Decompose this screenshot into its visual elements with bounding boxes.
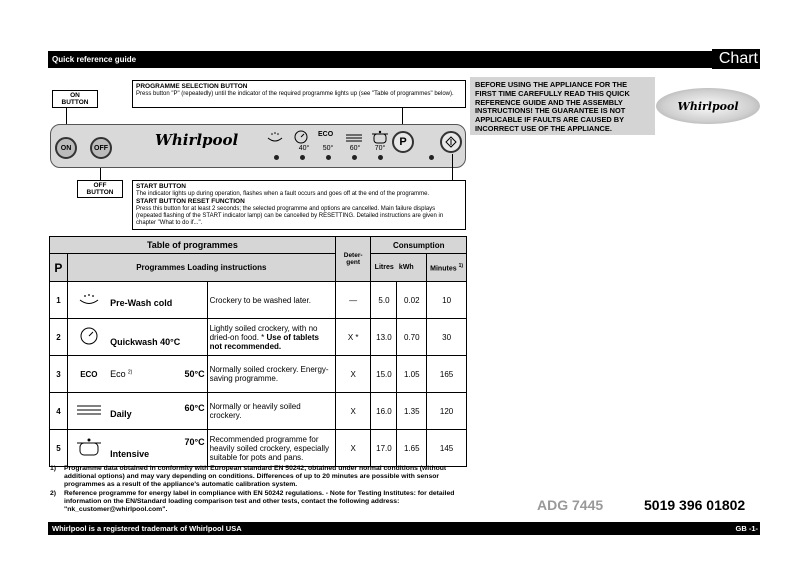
programmes-header: Programmes Loading instructions <box>67 254 335 282</box>
chart-label: Chart <box>712 49 760 69</box>
table-row <box>50 282 467 319</box>
start-icon <box>445 136 457 148</box>
warning-box: BEFORE USING THE APPLIANCE FOR THE FIRST TIME CAREFULLY READ THIS QUICK REFERENCE GUIDE AND THE ASSEMBLY INSTRUCTIONS! THE GUARANTEE IS NOT APPLICABLE IF FAULTS ARE CAUSED BY INCORRECT USE OF THE APPLIANCE. <box>470 77 655 135</box>
logo-text: Whirlpool <box>677 99 739 113</box>
litres-value: 5.0 <box>371 282 397 319</box>
start-reset-title: START BUTTON RESET FUNCTION <box>136 198 245 205</box>
intensive-icon <box>371 129 389 144</box>
loading-instructions <box>207 430 335 467</box>
programme-cell <box>67 393 207 430</box>
programme-name: Daily <box>110 409 132 419</box>
quickwash-icon <box>70 327 108 347</box>
on-button-callout: ON BUTTON <box>52 90 98 108</box>
programme-button-title: PROGRAMME SELECTION BUTTON <box>136 83 248 90</box>
programme-name: Quickwash 40°C <box>110 337 181 347</box>
programme-button[interactable]: P <box>392 131 414 153</box>
loading-instructions <box>207 319 335 356</box>
minutes-value: 10 <box>427 282 467 319</box>
header-title: Quick reference guide <box>52 55 137 64</box>
start-reset-text: Press this button for at least 2 seconds; the selected programme and options are cancelled. Main failure displays (repeated flashing of the START indicator lamp) can be cancelled by RESETTING. Detailed instructions are given in chapter "What to do if...". <box>136 206 444 226</box>
detergent-value: X <box>335 430 371 467</box>
kwh-value: 1.35 <box>397 393 427 430</box>
prewash-icon <box>70 292 108 308</box>
loading-instructions <box>207 356 335 393</box>
footnote-mark: 1) <box>50 465 57 472</box>
programme-number: 4 <box>50 393 68 430</box>
programme-button-callout <box>132 80 466 108</box>
start-button-title: START BUTTON <box>136 183 186 190</box>
footnote-text: Programme data obtained in conformity with European standard EN 50242, obtained under normal conditions (without additional options) and may vary depending on conditions. Differences of up to 20 minutes are possible with sensor programmes as a result of the appliance's automatic calibration system. <box>64 465 447 489</box>
quickwash-icon <box>293 130 309 144</box>
off-button[interactable]: OFF <box>90 137 112 159</box>
instruction-text: Normally or heavily soiled crockery. <box>209 402 301 420</box>
detergent-value: — <box>335 282 371 319</box>
minutes-value: 165 <box>427 356 467 393</box>
footnote <box>50 490 470 515</box>
minutes-value: 145 <box>427 430 467 467</box>
temp-label: 70° <box>374 145 386 152</box>
eco-icon: ECO <box>80 370 98 379</box>
temp-label: 60° <box>349 145 361 152</box>
programme-button-text: Press button "P" (repeatedly) until the indicator of the required programme lights up (see "Table of programmes" below). <box>136 91 454 97</box>
panel-brand-logo: Whirlpool <box>155 131 239 149</box>
page-number: GB -1- <box>735 524 758 533</box>
footnote-mark: 2) <box>50 489 57 497</box>
eco-icon: ECO <box>318 131 334 138</box>
table-row <box>50 430 467 467</box>
programme-temp: 70°C <box>184 437 205 447</box>
product-code: 5019 396 01802 <box>644 497 746 513</box>
kwh-value: 0.70 <box>397 319 427 356</box>
start-button[interactable] <box>440 131 462 153</box>
programme-temp: 60°C <box>184 403 205 413</box>
start-button-text: The indicator lights up during operation, flashes when a fault occurs and goes off at the end of the programme. <box>136 191 430 197</box>
callout-line <box>452 154 453 180</box>
litres-header: Litres <box>371 254 397 282</box>
start-button-callout <box>132 180 466 230</box>
detergent-header: Deter- gent <box>335 237 371 282</box>
minutes-label: Minutes <box>430 265 457 273</box>
prewash-icon <box>266 130 284 144</box>
programme-number: 1 <box>50 282 68 319</box>
minutes-value: 30 <box>427 319 467 356</box>
instruction-text: Crockery to be washed later. <box>209 295 311 305</box>
programme-number: 2 <box>50 319 68 356</box>
consumption-header: Consumption <box>371 237 467 254</box>
programme-temp: 50°C <box>184 369 205 379</box>
footer-bar <box>48 522 760 535</box>
indicator-lamp <box>300 155 305 160</box>
footnote-text: Reference programme for energy label in compliance with EN 50242 regulations. - Note for Testing Institutes: for detailed information on the EN/Standard loading comparison test and other tests, contact the following address: "nk_customer@whirlpool.com". <box>64 489 455 514</box>
footnotes <box>50 465 470 514</box>
loading-instructions <box>207 393 335 430</box>
kwh-value: 1.05 <box>397 356 427 393</box>
programme-name: Pre-Wash cold <box>110 298 173 308</box>
programme-number: 3 <box>50 356 68 393</box>
programme-number: 5 <box>50 430 68 467</box>
instruction-bold-text: Use of tablets not recommended. <box>209 332 319 351</box>
indicator-lamp <box>326 155 331 160</box>
intensive-icon <box>70 437 108 459</box>
programme-cell <box>67 430 207 467</box>
start-indicator-lamp <box>429 155 434 160</box>
kwh-header: kWh <box>397 254 427 282</box>
daily-icon <box>345 131 363 143</box>
litres-value: 16.0 <box>371 393 397 430</box>
programme-footnote: 2) <box>127 369 133 376</box>
kwh-value: 0.02 <box>397 282 427 319</box>
minutes-footnote: 1) <box>458 262 464 269</box>
indicator-lamp <box>352 155 357 160</box>
indicator-lamp <box>378 155 383 160</box>
temp-label: 50° <box>322 145 334 152</box>
loading-instructions <box>207 282 335 319</box>
detergent-value: X <box>335 356 371 393</box>
indicator-lamp <box>274 155 279 160</box>
instruction-text: Recommended programme for heavily soiled crockery, especially suitable for pots and pans. <box>209 434 330 462</box>
table-row <box>50 356 467 393</box>
header-bar <box>48 51 760 68</box>
kwh-value: 1.65 <box>397 430 427 467</box>
programme-cell <box>67 319 207 356</box>
litres-value: 17.0 <box>371 430 397 467</box>
footnote <box>50 465 470 490</box>
minutes-value: 120 <box>427 393 467 430</box>
programme-cell <box>67 356 207 393</box>
programme-name: Eco <box>110 369 126 379</box>
table-row <box>50 393 467 430</box>
trademark-text: Whirlpool is a registered trademark of Whirlpool USA <box>52 524 242 533</box>
table-row <box>50 319 467 356</box>
programme-name: Intensive <box>110 449 150 459</box>
temp-label: 40° <box>298 145 310 152</box>
on-button[interactable]: ON <box>55 137 77 159</box>
litres-value: 13.0 <box>371 319 397 356</box>
model-number: ADG 7445 <box>537 497 604 513</box>
litres-value: 15.0 <box>371 356 397 393</box>
instruction-text: Lightly soiled crockery, with no dried-on food. * <box>209 323 318 342</box>
programme-cell <box>67 282 207 319</box>
minutes-header <box>427 254 467 282</box>
instruction-text: Normally soiled crockery. Energy-saving programme. <box>209 365 329 383</box>
programmes-table <box>49 236 467 467</box>
detergent-value: X * <box>335 319 371 356</box>
off-button-callout: OFF BUTTON <box>77 180 123 198</box>
whirlpool-logo <box>656 88 760 124</box>
p-header: P <box>50 254 68 282</box>
table-title: Table of programmes <box>50 237 336 254</box>
detergent-value: X <box>335 393 371 430</box>
daily-icon <box>70 403 108 419</box>
